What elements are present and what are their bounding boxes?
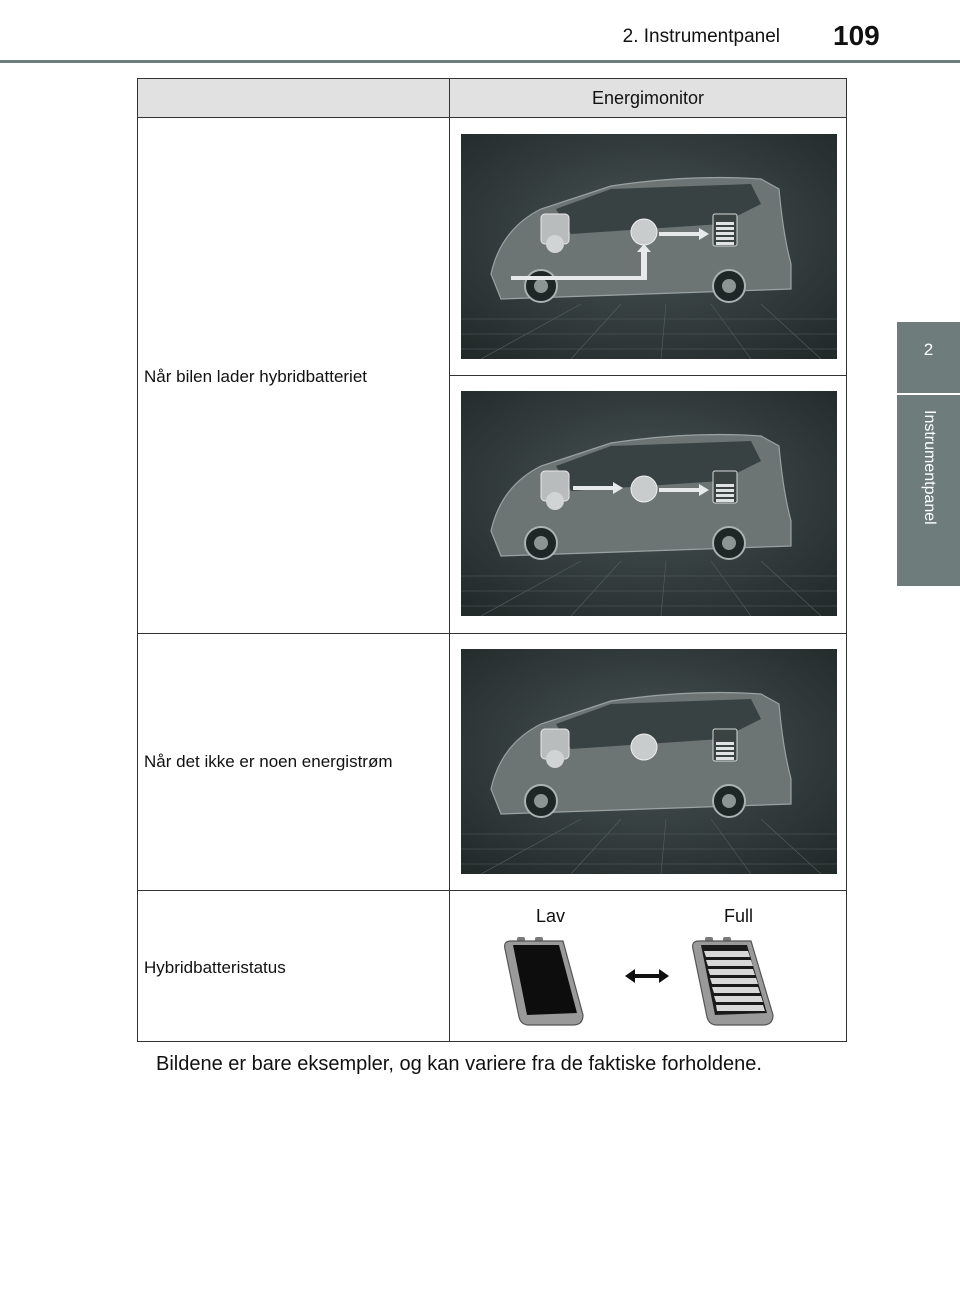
energy-monitor-screen-charging-regen — [461, 134, 837, 359]
side-tab-divider — [897, 393, 960, 395]
side-tab-label: Instrumentpanel — [921, 410, 938, 525]
battery-empty-icon — [501, 935, 585, 1027]
energy-monitor-screen-charging-engine — [461, 391, 837, 616]
header-divider — [0, 60, 960, 63]
column-divider — [449, 79, 450, 1041]
chapter-title: 2. Instrumentpanel — [622, 26, 780, 47]
battery-low-label: Lav — [536, 906, 566, 926]
energy-monitor-screen-no-flow — [461, 649, 837, 874]
double-arrow-icon — [623, 968, 671, 984]
battery-full-icon — [689, 935, 775, 1027]
row-label-no-energy-flow: Når det ikke er noen energistrøm — [144, 752, 393, 771]
row-divider — [138, 117, 846, 118]
row-divider — [449, 375, 847, 376]
battery-full-label: Full — [724, 906, 754, 926]
row-label-charging: Når bilen lader hybridbatteriet — [144, 367, 368, 386]
column-header-energimonitor: Energimonitor — [591, 88, 705, 108]
row-divider — [138, 633, 846, 634]
energy-monitor-table — [137, 78, 847, 1042]
page-number: 109 — [833, 20, 880, 51]
row-divider — [138, 890, 846, 891]
side-tab-number: 2 — [923, 340, 934, 359]
row-label-battery-status: Hybridbatteristatus — [144, 958, 286, 977]
footnote-caption: Bildene er bare eksempler, og kan variere fra de faktiske forholdene. — [156, 1053, 762, 1075]
